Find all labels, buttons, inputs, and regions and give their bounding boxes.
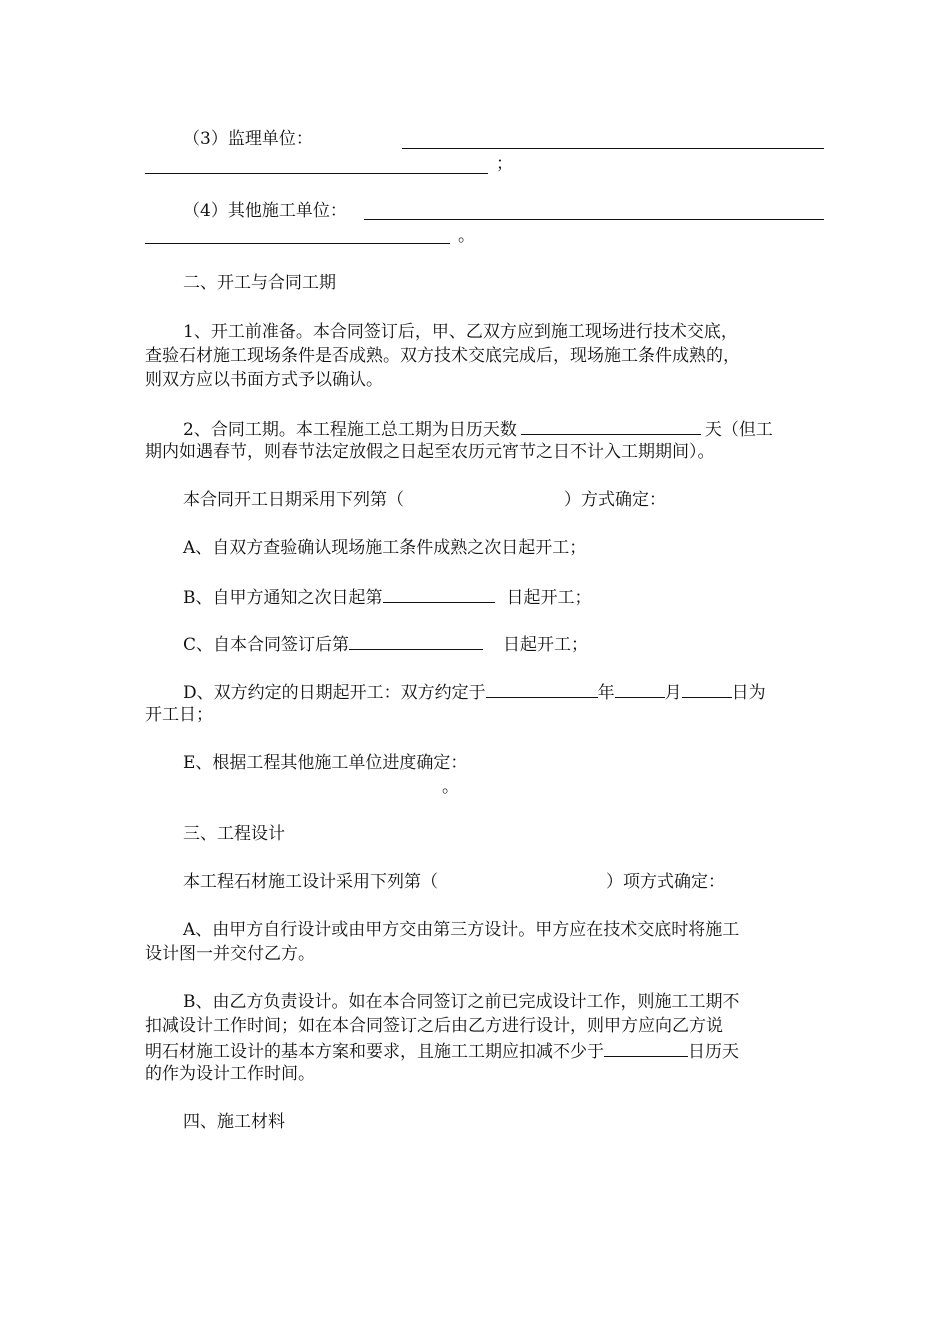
option-a: A、自双方查验确认现场施工条件成熟之次日起开工； (183, 538, 587, 558)
option-d-text-a: D、双方约定的日期起开工：双方约定于 (183, 683, 486, 703)
prep-line-2: 查验石材施工现场条件是否成熟。双方技术交底完成后，现场施工条件成熟的， (145, 346, 740, 366)
design-method-line (183, 870, 725, 894)
supervisor-label: （3）监理单位： (183, 129, 313, 149)
design-b-line-2: 扣减设计工作时间；如在本合同签订之后由乙方进行设计，则甲方应向乙方说 (145, 1016, 723, 1036)
section-3-heading: 三、工程设计 (183, 824, 285, 844)
option-d-day: 日为 (731, 683, 766, 703)
design-b-days-blank (604, 1038, 688, 1057)
option-e-end-punct: 。 (442, 777, 459, 797)
duration-text-a: 2、合同工期。本工程施工总工期为日历天数 (183, 420, 517, 440)
prep-line-3: 则双方应以书面方式予以确认。 (145, 370, 383, 390)
design-a-line-1: A、由甲方自行设计或由甲方交由第三方设计。甲方应在技术交底时将施工 (183, 920, 740, 940)
design-a-line-2: 设计图一并交付乙方。 (145, 944, 315, 964)
other-contractor-line (183, 199, 347, 223)
option-c-days-blank (349, 631, 483, 650)
other-contractor-blank-1 (364, 218, 824, 220)
design-method-text-a: 本工程石材施工设计采用下列第（ (183, 872, 438, 892)
option-c-text-a: C、自本合同签订后第 (183, 635, 350, 655)
option-d-month: 月 (664, 683, 682, 703)
option-c (183, 631, 588, 655)
duration-line-1 (183, 416, 773, 440)
section-2-heading: 二、开工与合同工期 (183, 273, 336, 293)
start-method-line (183, 488, 666, 512)
start-method-text-a: 本合同开工日期采用下列第（ (183, 490, 404, 510)
design-b-text-a: 明石材施工设计的基本方案和要求，且施工工期应扣减不少于 (145, 1042, 604, 1062)
duration-text-b: 天（但工 (704, 420, 773, 440)
supervisor-blank-1 (402, 147, 824, 149)
duration-days-blank (521, 416, 701, 435)
other-contractor-blank-2 (145, 242, 450, 244)
supervisor-end-punct: ； (496, 154, 513, 174)
option-d-year-blank (486, 679, 598, 698)
other-contractor-label: （4）其他施工单位： (183, 201, 347, 221)
design-b-line-1: B、由乙方负责设计。如在本合同签订之前已完成设计工作，则施工工期不 (183, 992, 740, 1012)
start-method-text-b: ）方式确定： (564, 490, 666, 510)
design-b-line-3 (145, 1038, 739, 1062)
other-contractor-end-punct: 。 (458, 226, 475, 246)
supervisor-blank-2 (145, 172, 488, 174)
duration-line-2: 期内如遇春节，则春节法定放假之日起至农历元宵节之日不计入工期期间）。 (145, 442, 715, 462)
option-d-year: 年 (597, 683, 615, 703)
option-d-line-2: 开工日； (145, 705, 213, 725)
option-b-days-blank (383, 584, 495, 603)
design-b-line-4: 的作为设计工作时间。 (145, 1064, 315, 1084)
option-e: E、根据工程其他施工单位进度确定： (183, 753, 468, 773)
option-b (183, 584, 592, 608)
option-d-day-blank (682, 679, 732, 698)
design-b-text-b: 日历天 (688, 1042, 739, 1062)
option-d-month-blank (615, 679, 665, 698)
section-4-heading: 四、施工材料 (183, 1112, 285, 1132)
option-c-text-b: 日起开工； (503, 635, 589, 655)
design-method-text-b: ）项方式确定： (606, 872, 725, 892)
option-b-text-a: B、自甲方通知之次日起第 (183, 588, 383, 608)
supervisor-line (183, 127, 313, 151)
option-d-line-1 (183, 679, 766, 703)
prep-line-1: 1、开工前准备。本合同签订后，甲、乙双方应到施工现场进行技术交底， (183, 322, 738, 342)
option-b-text-b: 日起开工； (506, 588, 592, 608)
